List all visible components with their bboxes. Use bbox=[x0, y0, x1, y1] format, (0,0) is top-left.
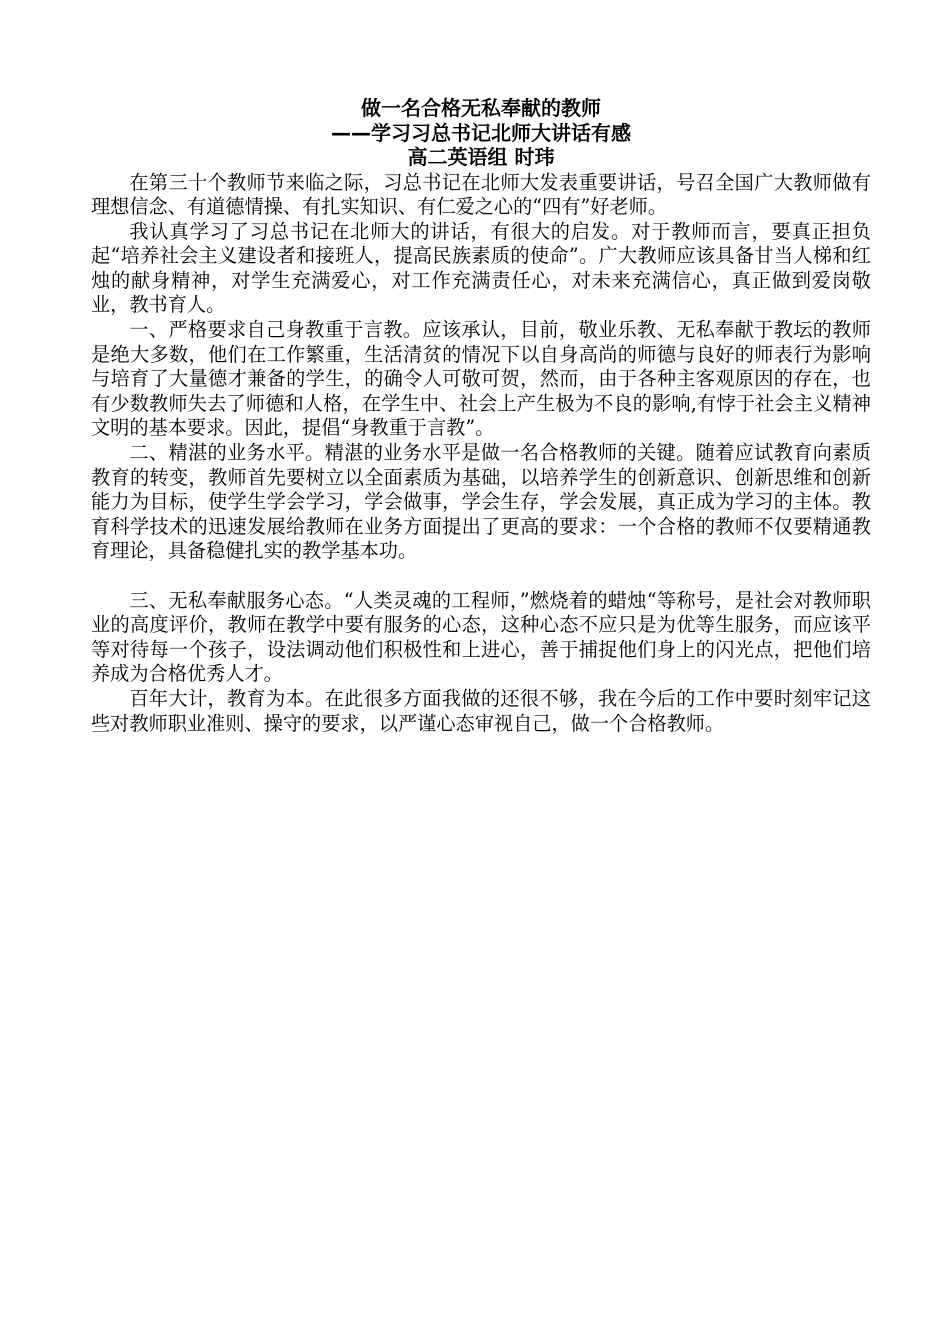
paragraph-spacer bbox=[91, 564, 871, 589]
paragraph-study: 我认真学习了习总书记在北师大的讲话，有很大的启发。对于教师而言，要真正担负起“培养社会主义建设者和接班人，提高民族素质的使命”。广大教师应该具备甘当人梯和红烛的献身精神，对学生充满爱心，对工作充满责任心，对未来充满信心，真正做到爱岗敬业，教书育人。 bbox=[91, 219, 871, 317]
title-block bbox=[91, 96, 871, 170]
paragraph-point-two: 二、精湛的业务水平。精湛的业务水平是做一名合格教师的关键。随着应试教育向素质教育的转变，教师首先要树立以全面素质为基础，以培养学生的创新意识、创新思维和创新能力为目标，使学生学会学习，学会做事，学会生存，学会发展，真正成为学习的主体。教育科学技术的迅速发展给教师在业务方面提出了更高的要求：一个合格的教师不仅要精通教育理论，具备稳健扎实的教学基本功。 bbox=[91, 441, 871, 563]
paragraph-point-three: 三、无私奉献服务心态。“人类灵魂的工程师，”燃烧着的蜡烛“等称号，是社会对教师职业的高度评价，教师在教学中要有服务的心态，这种心态不应只是为优等生服务，而应该平等对待每一个孩子，设法调动他们积极性和上进心，善于捕捉他们身上的闪光点，把他们培养成为合格优秀人才。 bbox=[91, 588, 871, 686]
author-line: 高二英语组 时玮 bbox=[407, 145, 555, 169]
document-subtitle: ——学习习总书记北师大讲话有感 bbox=[331, 120, 631, 145]
document-title: 做一名合格无私奉献的教师 bbox=[361, 96, 601, 120]
paragraph-point-one: 一、严格要求自己身教重于言教。应该承认，目前，敬业乐教、无私奉献于教坛的教师是绝大多数，他们在工作繁重，生活清贫的情况下以自身高尚的师德与良好的师表行为影响与培育了大量德才兼备的学生，的确令人可敬可贺，然而，由于各种主客观原因的存在，也有少数教师失去了师德和人格，在学生中、社会上产生极为不良的影响,有悖于社会主义精神文明的基本要求。因此，提倡“身教重于言教”。 bbox=[91, 318, 871, 440]
paragraph-conclusion: 百年大计，教育为本。在此很多方面我做的还很不够，我在今后的工作中要时刻牢记这些对教师职业准则、操守的要求，以严谨心态审视自己，做一个合格教师。 bbox=[91, 686, 871, 735]
document-body bbox=[91, 171, 871, 737]
paragraph-intro: 在第三十个教师节来临之际，习总书记在北师大发表重要讲话，号召全国广大教师做有理想信念、有道德情操、有扎实知识、有仁爱之心的“四有”好老师。 bbox=[91, 170, 871, 219]
document-page bbox=[91, 96, 871, 736]
